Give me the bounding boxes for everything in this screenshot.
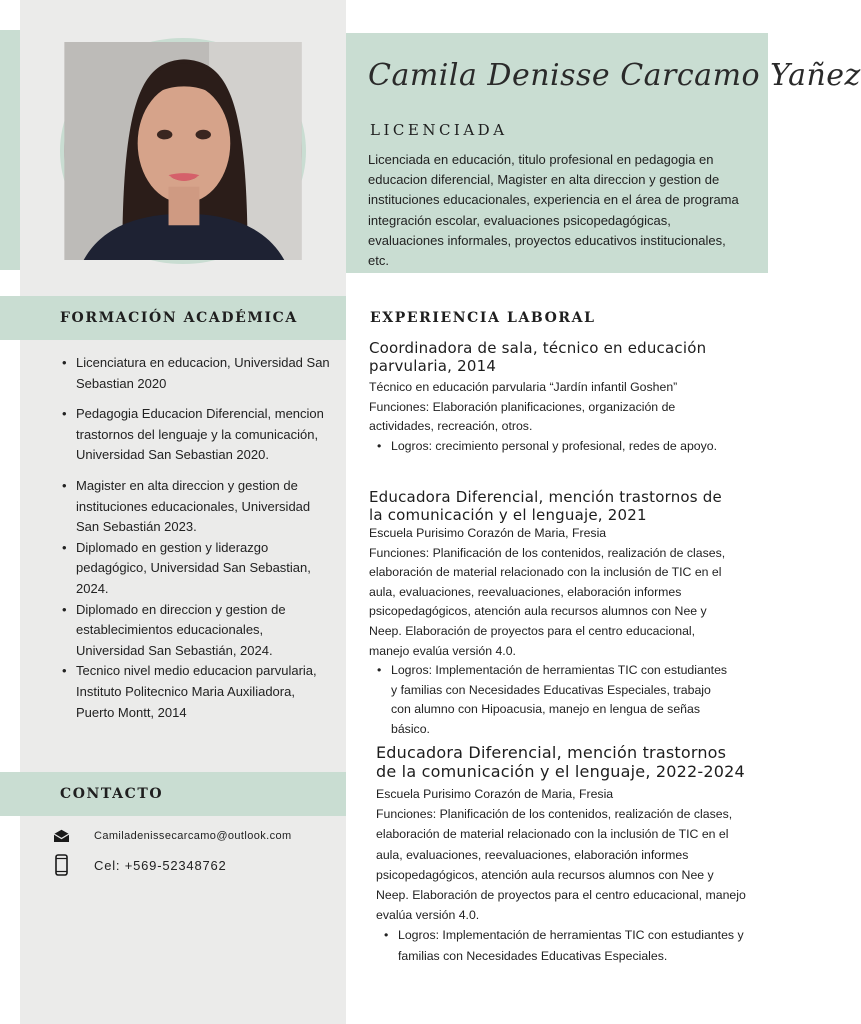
profile-summary: Licenciada en educación, titulo profesional en pedagogia en educacion diferencial, Magister en alta direccion y gestion de instituciones educacionales, experiencia en el área de programa integración escolar, evaluaciones psicopedagógicas, evaluaciones informales, proyectos educativos institucionales, etc. [368, 152, 739, 269]
job-achievements [376, 925, 748, 965]
education-item: • Tecnico nivel medio educacion parvularia, Instituto Politecnico Maria Auxiliadora, Puerto Montt, 2014 [60, 661, 330, 723]
job-functions: Funciones: Planificación de los contenidos, realización de clases, elaboración de material relacionado con la inclusión de TIC en el aula, evaluaciones, reevaluaciones, elaboración informes psicopedagógicos, atención aula recursos alumnos con Nee y Neep. Elaboración de proyectos para el centro educacional, manejo evalúa versión 4.0. [369, 545, 726, 658]
job-functions: Funciones: Elaboración planificaciones, organización de actividades, recreación, otros. [369, 399, 676, 434]
education-item: • Pedagogia Educacion Diferencial, mencion trastornos del lenguaje y la comunicación, Universidad San Sebastian 2020. [60, 404, 330, 466]
education-item: • Diplomado en direccion y gestion de establecimientos educacionales, Universidad San Sebastián, 2024. [60, 600, 330, 662]
job-title: Coordinadora de sala, técnico en educación parvularia, 2014 [369, 339, 707, 375]
portrait-illustration [64, 42, 302, 260]
job-place: Escuela Purisimo Corazón de Maria, Fresia [369, 526, 607, 540]
job-place: Escuela Purisimo Corazón de Maria, Fresia [376, 787, 614, 801]
contact-heading: CONTACTO [60, 786, 164, 802]
education-item: • Licenciatura en educacion, Universidad San Sebastian 2020 [60, 353, 330, 394]
job-achievements [369, 437, 741, 457]
experience-heading: EXPERIENCIA LABORAL [370, 310, 596, 326]
job-place: Técnico en educación parvularia “Jardín infantil Goshen” [369, 380, 678, 394]
contact-phone[interactable]: Cel: +569-52348762 [94, 857, 227, 873]
education-item: • Diplomado en gestion y liderazgo pedagógico, Universidad San Sebastian, 2024. [60, 538, 330, 600]
job-entry [369, 488, 734, 740]
job-achievement-item: • Logros: crecimiento personal y profesional, redes de apoyo. [369, 437, 741, 457]
job-entry [369, 339, 741, 456]
job-achievement-item: • Logros: Implementación de herramientas TIC con estudiantes y familias con Necesidades Educativas Especiales, trabajo con alumno con Hipoacusia, manejo en lengua de señas básico. [369, 661, 734, 739]
job-achievement-item: • Logros: Implementación de herramientas TIC con estudiantes y familias con Necesidades Educativas Especiales. [376, 925, 748, 965]
job-functions: Funciones: Planificación de los contenidos, realización de clases, elaboración de material relacionado con la inclusión de TIC en el aula, evaluaciones, reevaluaciones, elaboración informes psicopedagógicos, atención aula recursos alumnos con Nee y Neep. Elaboración de proyectos para el centro educacional, manejo evalúa versión 4.0. [376, 807, 746, 923]
education-heading: FORMACIÓN ACADÉMICA [60, 310, 298, 326]
profile-photo [60, 38, 306, 264]
job-entry [376, 743, 748, 966]
contact-email[interactable]: Camiladenissecarcamo@outlook.com [94, 830, 292, 842]
contact-heading-band [0, 772, 346, 816]
envelope-icon [52, 826, 70, 846]
phone-icon [52, 855, 70, 875]
education-list [60, 353, 330, 723]
candidate-name: Camila Denisse Carcamo Yañez [368, 58, 861, 93]
decorative-band-left [0, 30, 20, 270]
job-title: Educadora Diferencial, mención trastornos de la comunicación y el lenguaje, 2021 [369, 488, 722, 524]
job-title: Educadora Diferencial, mención trastornos de la comunicación y el lenguaje, 2022-2024 [376, 743, 745, 781]
candidate-title: LICENCIADA [370, 121, 508, 139]
education-item: • Magister en alta direccion y gestion de instituciones educacionales, Universidad San Sebastián 2023. [60, 476, 330, 538]
contact-email-row [52, 826, 292, 846]
contact-phone-row [52, 855, 227, 875]
job-achievements [369, 661, 734, 739]
